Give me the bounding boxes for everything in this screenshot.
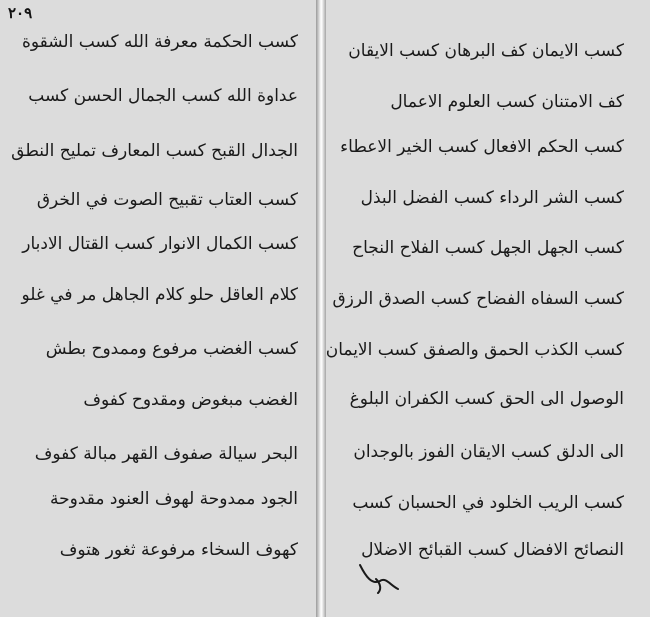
catchword-flourish (356, 555, 406, 595)
left-line: الغضب مبغوض ومقدوح كفوف (83, 390, 298, 410)
left-page (0, 0, 318, 617)
left-line: كسب الحكمة معرفة الله كسب الشقوة (21, 32, 298, 52)
right-line: كسب السفاه الفضاح كسب الصدق الرزق (332, 289, 624, 309)
left-line: كسب العتاب تقبيح الصوت في الخرق (36, 190, 298, 210)
right-line: الوصول الى الحق كسب الكفران البلوغ (349, 389, 624, 409)
right-page (326, 0, 650, 617)
left-line: الجود ممدوحة لهوف العنود مقدوحة (49, 489, 298, 509)
book-gutter (316, 0, 326, 617)
left-line: عداوة الله كسب الجمال الحسن كسب (28, 86, 298, 106)
right-line: كسب الريب الخلود في الحسبان كسب (352, 493, 624, 513)
left-line: كهوف السخاء مرفوعة ثغور هتوف (59, 540, 298, 560)
right-line: الى الدلق كسب الايقان الفوز بالوجدان (353, 442, 624, 462)
left-line: كسب الكمال الانوار كسب القتال الادبار (22, 234, 298, 254)
right-line: كسب الحكم الافعال كسب الخير الاعطاء (340, 137, 624, 157)
right-line: كسب الكذب الحمق والصفق كسب الايمان (325, 340, 624, 360)
right-line: كسب الشر الرداء كسب الفضل البذل (360, 188, 624, 208)
page-number: ٢٠٩ (8, 4, 33, 22)
right-line: كسب الايمان كف البرهان كسب الايقان (348, 41, 624, 61)
right-line: كف الامتنان كسب العلوم الاعمال (390, 92, 624, 112)
right-line: كسب الجهل الجهل كسب الفلاح النجاح (352, 238, 624, 258)
right-line: النصائح الافضال كسب القبائح الاضلال (361, 540, 624, 560)
left-line: كسب الغضب مرفوع وممدوح بطش (45, 339, 298, 359)
left-line: كلام العاقل حلو كلام الجاهل مر في غلو (21, 285, 298, 305)
left-line: البحر سيالة صفوف القهر مبالة كفوف (34, 444, 298, 464)
left-line: الجدال القبح كسب المعارف تمليح النطق (11, 141, 298, 161)
